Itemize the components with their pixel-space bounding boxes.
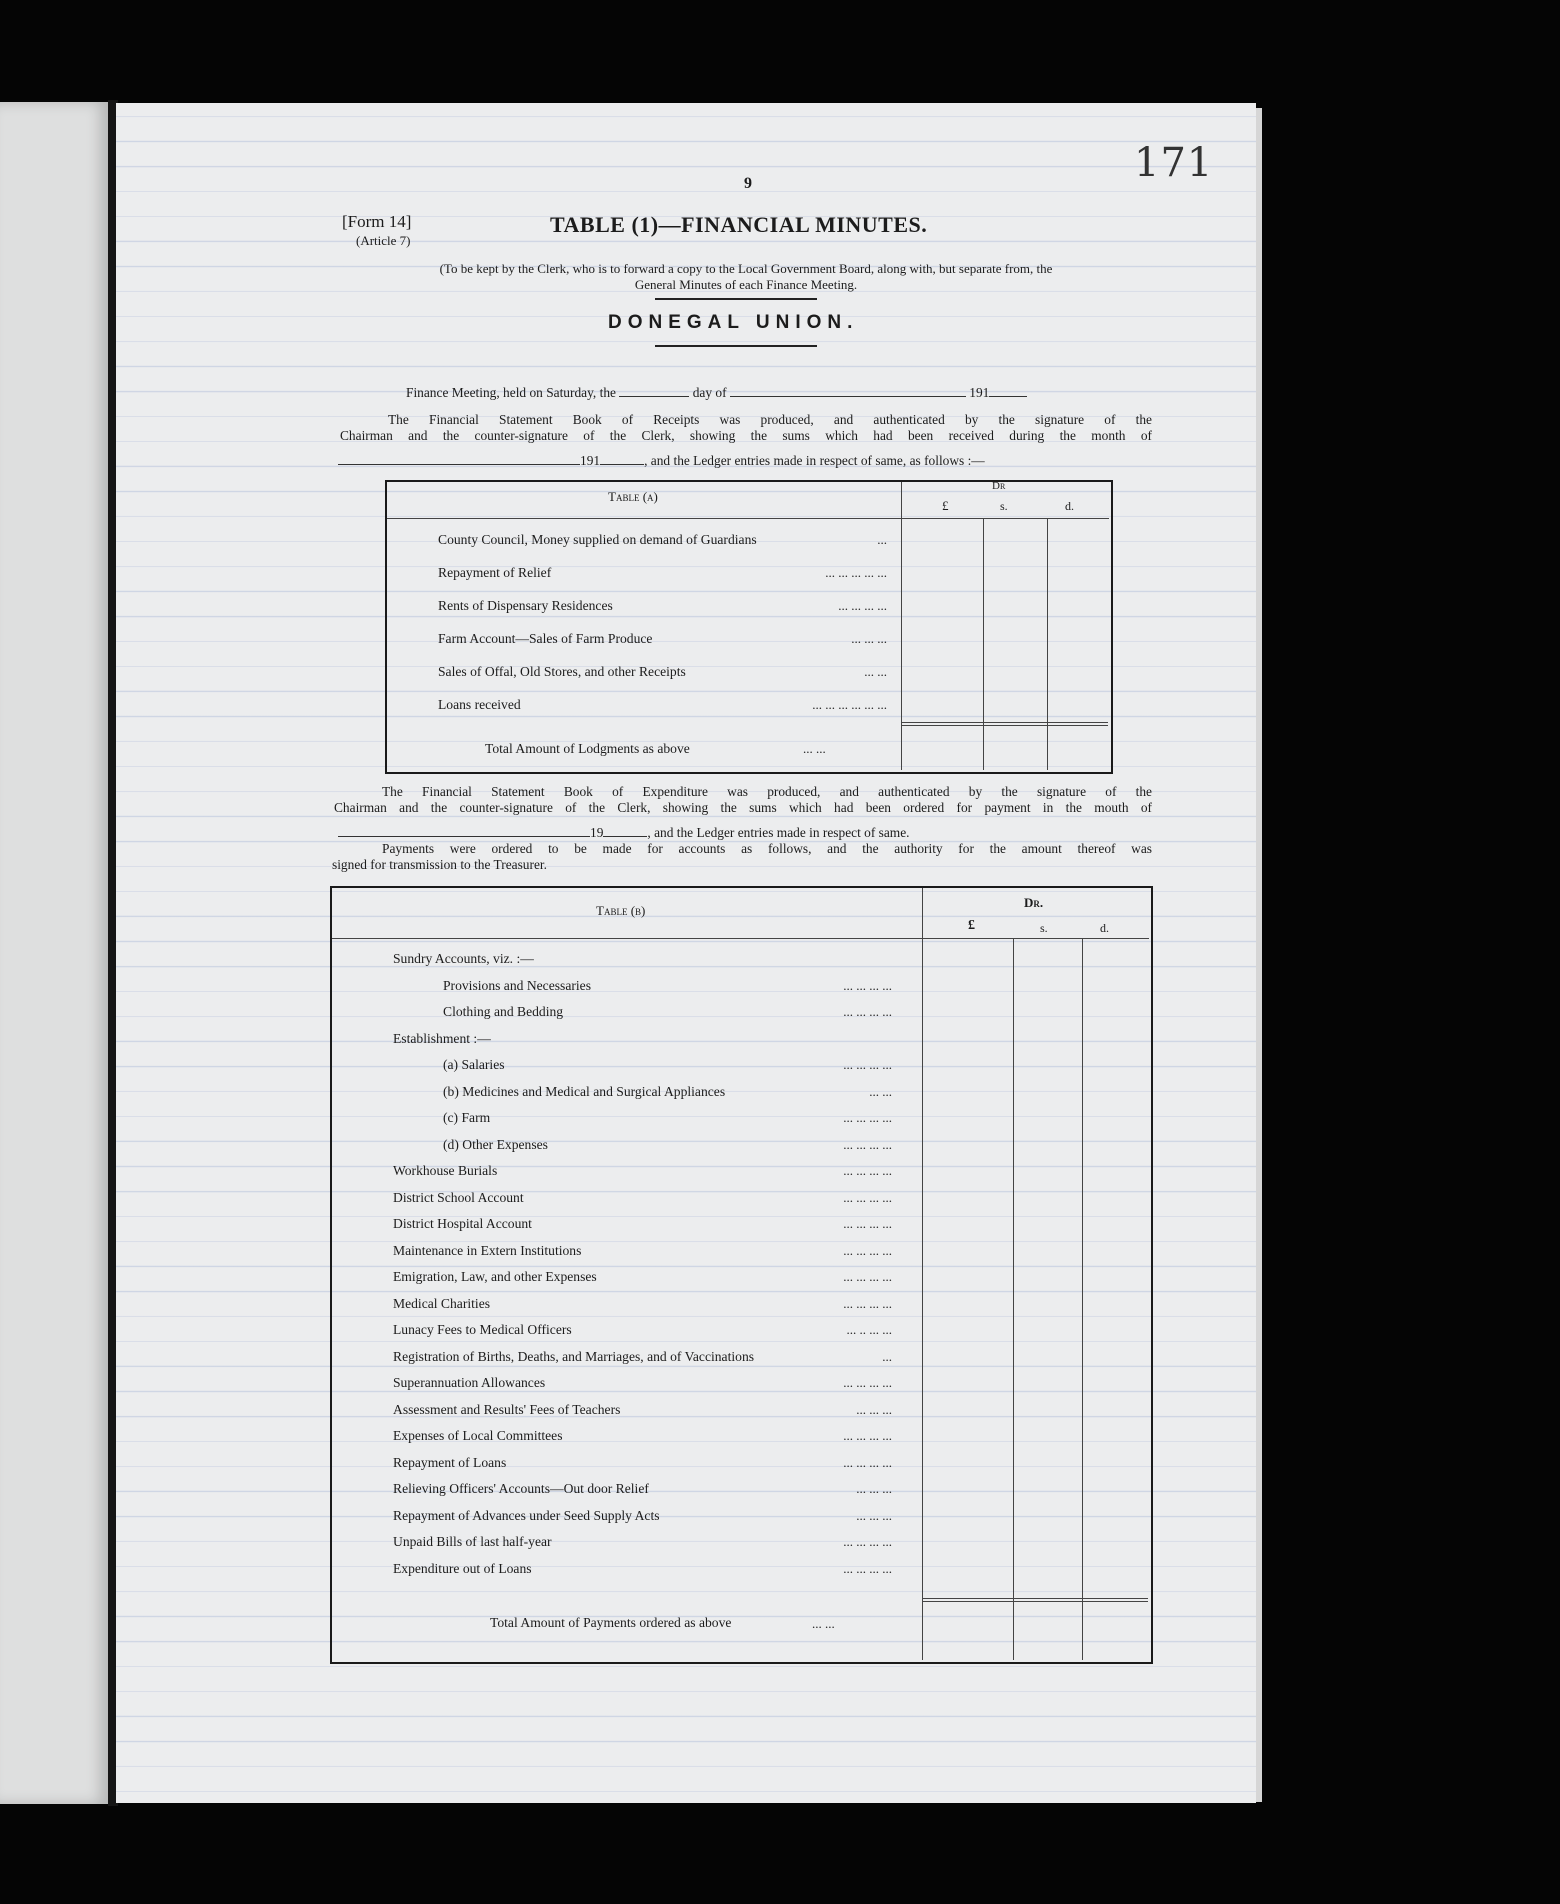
row-leader-dots: ... ... ... (851, 631, 887, 646)
table-b-header-rule (332, 938, 1149, 939)
receipts-year-prefix: 191 (580, 453, 601, 468)
row-leader-dots: ... ... (864, 664, 887, 679)
month-blank (730, 386, 966, 397)
row-label: Expenditure out of Loans (393, 1560, 532, 1576)
row-label: Establishment :— (393, 1030, 491, 1046)
expenditure-year-blank (603, 826, 647, 837)
table-a-total-rule-2 (902, 725, 1108, 726)
table-b-col-rule-2 (1013, 938, 1014, 1660)
table-a-dr: Dr (992, 480, 1006, 492)
row-leader-dots: ... (882, 1348, 892, 1364)
table-a-col-rule-2 (983, 518, 984, 770)
row-label: Provisions and Necessaries (443, 977, 591, 993)
table-b-pounds-header: £ (968, 918, 975, 933)
page-title: TABLE (1)—FINANCIAL MINUTES. (550, 212, 928, 237)
row-label: Emigration, Law, and other Expenses (393, 1269, 597, 1284)
row-leader-dots: ... ... ... ... (838, 598, 887, 613)
row-label: (a) Salaries (443, 1057, 505, 1072)
row-label: Lunacy Fees to Medical Officers (393, 1322, 572, 1337)
row-label: Clothing and Bedding (443, 1004, 564, 1019)
row-label: Medical Charities (393, 1295, 491, 1311)
payments-line2: signed for transmission to the Treasurer. (332, 857, 547, 872)
page-number: 9 (744, 175, 752, 192)
payments-line1: Payments were ordered to be made for accounts as follows, and the authority for the amount thereof was (382, 841, 1152, 856)
table-b-dr: Dr. (1024, 895, 1044, 910)
row-label: Relieving Officers' Accounts—Out door Relief (393, 1481, 649, 1496)
row-label: Sundry Accounts, viz. :— (393, 951, 534, 966)
row-leader-dots: ... ... ... (856, 1481, 892, 1496)
row-label: District Hospital Account (393, 1216, 532, 1231)
row-label: (d) Other Expenses (443, 1136, 548, 1152)
meeting-held-text: Finance Meeting, held on Saturday, the (406, 385, 616, 400)
clerk-note-line2: General Minutes of each Finance Meeting. (634, 277, 858, 292)
row-leader-dots: ... (877, 532, 887, 547)
row-leader-dots: ... ... ... ... (843, 1242, 892, 1258)
receipts-line3 (338, 453, 985, 469)
day-of-text: day of (692, 385, 727, 400)
table-b-total-rule-2 (923, 1601, 1148, 1602)
form-label: [Form 14] (342, 212, 412, 231)
row-label: Workhouse Burials (393, 1163, 498, 1178)
table-a-shillings-header: s. (1000, 499, 1008, 513)
row-leader-dots: ... ... ... ... (843, 1136, 892, 1152)
table-b-total-rule-1 (923, 1598, 1148, 1599)
row-label: (b) Medicines and Medical and Surgical Appliances (443, 1083, 726, 1099)
row-leader-dots: ... ... ... ... (843, 1189, 892, 1205)
row-leader-dots: ... ... ... ... (843, 977, 892, 993)
row-leader-dots: ... ... ... ... (843, 1295, 892, 1311)
row-label: Assessment and Results' Fees of Teachers (393, 1401, 621, 1417)
table-b-caption: Table (b) (596, 903, 646, 918)
row-leader-dots: ... ... ... ... (843, 1163, 892, 1178)
row-leader-dots: ... ... ... ... ... ... (812, 697, 887, 712)
row-leader-dots: ... ... ... ... (843, 1004, 892, 1019)
row-leader-dots: ... ... ... ... (843, 1534, 892, 1549)
table-a-header-rule (387, 518, 1109, 519)
expenditure-year-prefix: 19 (590, 825, 604, 840)
row-leader-dots: ... ... ... ... (843, 1560, 892, 1576)
table-b-shillings-header: s. (1040, 921, 1048, 935)
expenditure-month-blank (338, 826, 590, 837)
table-a-caption: Table (a) (608, 489, 658, 504)
receipts-line1: The Financial Statement Book of Receipts was produced, and authenticated by the signature of the (388, 412, 1152, 427)
row-leader-dots: ... ... (869, 1083, 892, 1099)
table-a-col-rule-3 (1047, 518, 1048, 770)
row-leader-dots: ... ... ... ... (843, 1216, 892, 1231)
day-blank (619, 386, 689, 397)
table-b-total-leader: ... ... (812, 1616, 835, 1631)
row-label: Maintenance in Extern Institutions (393, 1242, 582, 1258)
table-b-col-rule-1 (922, 888, 923, 1660)
row-leader-dots: ... ... ... ... (843, 1057, 892, 1072)
union-rule-bottom (655, 345, 817, 347)
year-prefix: 191 (969, 385, 990, 400)
row-leader-dots: ... ... ... (856, 1401, 892, 1417)
row-label: Registration of Births, Deaths, and Marriages, and of Vaccinations (393, 1348, 755, 1364)
page-stamp-number: 171 (1134, 140, 1214, 186)
row-leader-dots: ... ... ... ... (843, 1454, 892, 1470)
row-leader-dots: ... ... ... (856, 1507, 892, 1523)
meeting-line (406, 385, 1027, 401)
table-b-col-rule-3 (1082, 938, 1083, 1660)
table-a-total-label: Total Amount of Lodgments as above (485, 741, 690, 756)
row-label: Repayment of Advances under Seed Supply Acts (393, 1507, 660, 1523)
expenditure-line3 (338, 825, 910, 841)
expenditure-ledger-text: , and the Ledger entries made in respect of same. (647, 825, 910, 840)
receipts-month-blank (338, 454, 580, 465)
union-name: DONEGAL UNION. (608, 312, 859, 333)
table-a-pence-header: d. (1065, 499, 1074, 513)
union-rule-top (655, 298, 817, 300)
row-label: Unpaid Bills of last half-year (393, 1534, 552, 1549)
left-page (0, 102, 110, 1804)
row-label: (c) Farm (443, 1110, 491, 1125)
table-a-total-rule-1 (902, 722, 1108, 723)
row-label: District School Account (393, 1189, 524, 1205)
table-a-pounds-header: £ (942, 498, 949, 513)
receipts-line2: Chairman and the counter-signature of the Clerk, showing the sums which had been received during the month of (340, 428, 1152, 443)
page-edge (1256, 108, 1262, 1802)
row-leader-dots: ... ... ... ... (843, 1269, 892, 1284)
row-leader-dots: ... .. ... ... (846, 1322, 892, 1337)
row-leader-dots: ... ... ... ... (843, 1110, 892, 1125)
year-blank (989, 386, 1027, 397)
receipts-year-blank (600, 454, 644, 465)
row-leader-dots: ... ... ... ... (843, 1375, 892, 1390)
expenditure-line1: The Financial Statement Book of Expenditure was produced, and authenticated by the signature of the (382, 784, 1152, 799)
table-a (385, 480, 1113, 774)
clerk-note (336, 261, 1156, 293)
row-leader-dots: ... ... ... ... ... (825, 565, 887, 580)
row-label: County Council, Money supplied on demand of Guardians (438, 532, 757, 547)
row-label: Repayment of Relief (438, 565, 552, 580)
expenditure-line2: Chairman and the counter-signature of the Clerk, showing the sums which had been ordered for payment in the mouth of (334, 800, 1152, 815)
row-leader-dots: ... ... ... ... (843, 1428, 892, 1443)
row-label: Repayment of Loans (393, 1454, 507, 1470)
row-label: Superannuation Allowances (393, 1375, 546, 1390)
table-b-pence-header: d. (1100, 921, 1109, 935)
row-label: Loans received (438, 697, 521, 712)
row-label: Farm Account—Sales of Farm Produce (438, 631, 653, 646)
table-a-total-leader: ... ... (803, 741, 826, 756)
clerk-note-line1: (To be kept by the Clerk, who is to forward a copy to the Local Government Board, along with, but separate from, the (439, 261, 1053, 276)
row-label: Rents of Dispensary Residences (438, 598, 613, 613)
article-label: (Article 7) (356, 233, 411, 248)
row-label: Sales of Offal, Old Stores, and other Receipts (438, 664, 686, 679)
table-a-col-rule-1 (901, 482, 902, 770)
table-b-total-label: Total Amount of Payments ordered as above (490, 1615, 732, 1630)
receipts-ledger-text: , and the Ledger entries made in respect of same, as follows :— (644, 453, 985, 468)
row-label: Expenses of Local Committees (393, 1428, 563, 1443)
